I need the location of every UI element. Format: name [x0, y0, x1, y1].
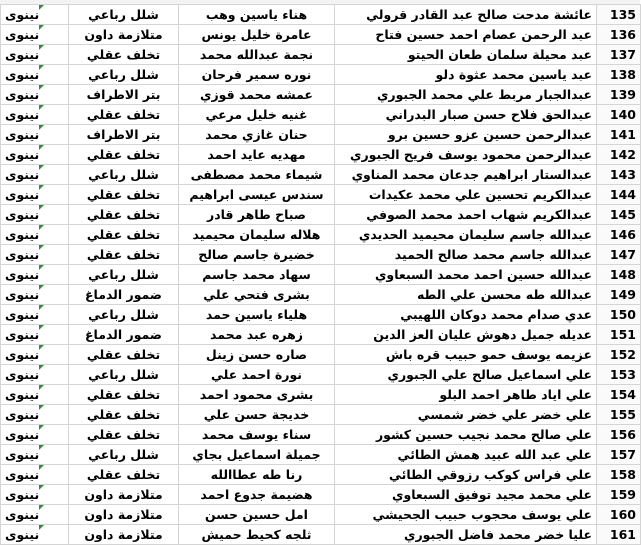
- cell-row-number[interactable]: 148: [597, 265, 641, 285]
- cell-name[interactable]: عديله جميل دهوش عليان العز الدين: [335, 325, 597, 345]
- cell-row-number[interactable]: 150: [597, 305, 641, 325]
- cell-disability[interactable]: تخلف عقلي: [69, 425, 179, 445]
- cell-row-number[interactable]: 139: [597, 85, 641, 105]
- cell-disability[interactable]: شلل رباعي: [69, 445, 179, 465]
- cell-name[interactable]: علي اسماعيل صالح علي الجبوري: [335, 365, 597, 385]
- cell-guardian[interactable]: امل حسين حسن: [179, 505, 335, 525]
- data-table: [0, 4, 641, 545]
- cell-governorate[interactable]: نينوى: [1, 305, 69, 325]
- table-row[interactable]: [1, 25, 641, 45]
- cell-name[interactable]: علي محمد مجيد توفيق السبعاوي: [335, 485, 597, 505]
- cell-name[interactable]: عبدالكريم شهاب احمد محمد الصوفي: [335, 205, 597, 225]
- cell-row-number[interactable]: 143: [597, 165, 641, 185]
- cell-name[interactable]: عبدالله حسين احمد محمد السبعاوي: [335, 265, 597, 285]
- cell-disability[interactable]: تخلف عقلي: [69, 345, 179, 365]
- table-row[interactable]: [1, 385, 641, 405]
- cell-row-number[interactable]: 149: [597, 285, 641, 305]
- cell-governorate[interactable]: نينوى: [1, 125, 69, 145]
- cell-disability[interactable]: متلازمة داون: [69, 25, 179, 45]
- table-row[interactable]: [1, 5, 641, 25]
- cell-name[interactable]: عبدالله جاسم سليمان محيميد الحديدي: [335, 225, 597, 245]
- table-row[interactable]: [1, 145, 641, 165]
- cell-name[interactable]: علي صالح محمد نجيب حسين كشور: [335, 425, 597, 445]
- cell-guardian[interactable]: هلياء ياسين حمد: [179, 305, 335, 325]
- cell-disability[interactable]: تخلف عقلي: [69, 405, 179, 425]
- error-indicator-icon: [39, 425, 44, 430]
- cell-name[interactable]: علي فراس كوكب رزوقي الطائي: [335, 465, 597, 485]
- error-indicator-icon: [39, 305, 44, 310]
- cell-guardian[interactable]: نوره سمير فرحان: [179, 65, 335, 85]
- cell-row-number[interactable]: 135: [597, 5, 641, 25]
- cell-row-number[interactable]: 161: [597, 525, 641, 545]
- cell-guardian[interactable]: غنيه خليل مرعي: [179, 105, 335, 125]
- cell-disability[interactable]: شلل رباعي: [69, 265, 179, 285]
- table-row[interactable]: [1, 345, 641, 365]
- cell-name[interactable]: علي خضر علي خضر شمسي: [335, 405, 597, 425]
- cell-governorate[interactable]: نينوى: [1, 325, 69, 345]
- cell-governorate[interactable]: نينوى: [1, 145, 69, 165]
- cell-disability[interactable]: تخلف عقلي: [69, 465, 179, 485]
- cell-governorate[interactable]: نينوى: [1, 25, 69, 45]
- error-indicator-icon: [39, 205, 44, 210]
- cell-governorate[interactable]: نينوى: [1, 345, 69, 365]
- table-row[interactable]: [1, 505, 641, 525]
- cell-guardian[interactable]: ثلجه كحيط حميش: [179, 525, 335, 545]
- cell-name[interactable]: عبد ياسين محمد عثوة دلو: [335, 65, 597, 85]
- cell-guardian[interactable]: صاره حسن زينل: [179, 345, 335, 365]
- table-row[interactable]: [1, 485, 641, 505]
- cell-guardian[interactable]: نورة احمد علي: [179, 365, 335, 385]
- table-row[interactable]: [1, 265, 641, 285]
- table-row[interactable]: [1, 285, 641, 305]
- cell-governorate[interactable]: نينوى: [1, 85, 69, 105]
- cell-row-number[interactable]: 144: [597, 185, 641, 205]
- error-indicator-icon: [39, 505, 44, 510]
- table-body: [1, 5, 641, 545]
- error-indicator-icon: [39, 485, 44, 490]
- table-row[interactable]: [1, 465, 641, 485]
- cell-guardian[interactable]: سناء يوسف محمد: [179, 425, 335, 445]
- cell-governorate[interactable]: نينوى: [1, 525, 69, 545]
- cell-name[interactable]: علي عبد الله عبيد همش الطائي: [335, 445, 597, 465]
- cell-row-number[interactable]: 153: [597, 365, 641, 385]
- error-indicator-icon: [39, 245, 44, 250]
- cell-name[interactable]: علي اياد طاهر احمد البلو: [335, 385, 597, 405]
- cell-disability[interactable]: تخلف عقلي: [69, 225, 179, 245]
- cell-name[interactable]: عبدالله جاسم محمد صالح الحميد: [335, 245, 597, 265]
- cell-guardian[interactable]: خديجة حسن علي: [179, 405, 335, 425]
- table-row[interactable]: [1, 425, 641, 445]
- cell-row-number[interactable]: 156: [597, 425, 641, 445]
- table-row[interactable]: [1, 165, 641, 185]
- table-row[interactable]: [1, 405, 641, 425]
- table-row[interactable]: [1, 45, 641, 65]
- cell-disability[interactable]: تخلف عقلي: [69, 385, 179, 405]
- cell-name[interactable]: عبد الرحمن عصام احمد حسين فتاح: [335, 25, 597, 45]
- table-row[interactable]: [1, 65, 641, 85]
- table-row[interactable]: [1, 525, 641, 545]
- cell-row-number[interactable]: 151: [597, 325, 641, 345]
- cell-row-number[interactable]: 142: [597, 145, 641, 165]
- error-indicator-icon: [39, 45, 44, 50]
- cell-guardian[interactable]: عمشه محمد قوزي: [179, 85, 335, 105]
- cell-guardian[interactable]: زهره عبد محمد: [179, 325, 335, 345]
- cell-guardian[interactable]: نجمة عبدالله محمد: [179, 45, 335, 65]
- cell-governorate[interactable]: نينوى: [1, 505, 69, 525]
- cell-name[interactable]: عبدالكريم تحسين علي محمد عكيدات: [335, 185, 597, 205]
- cell-governorate[interactable]: نينوى: [1, 205, 69, 225]
- error-indicator-icon: [39, 25, 44, 30]
- error-indicator-icon: [39, 465, 44, 470]
- cell-guardian[interactable]: حنان غازي محمد: [179, 125, 335, 145]
- cell-row-number[interactable]: 158: [597, 465, 641, 485]
- cell-name[interactable]: عائشة مدحت صالح عبد القادر قرولي: [335, 5, 597, 25]
- cell-name[interactable]: عزيمه يوسف حمو حبيب قره باش: [335, 345, 597, 365]
- error-indicator-icon: [39, 265, 44, 270]
- table-row[interactable]: [1, 125, 641, 145]
- cell-name[interactable]: عبدالله طه محسن علي الطه: [335, 285, 597, 305]
- cell-disability[interactable]: شلل رباعي: [69, 5, 179, 25]
- cell-guardian[interactable]: رنا طه عطاالله: [179, 465, 335, 485]
- cell-disability[interactable]: تخلف عقلي: [69, 145, 179, 165]
- cell-disability[interactable]: بتر الاطراف: [69, 85, 179, 105]
- cell-disability[interactable]: شلل رباعي: [69, 365, 179, 385]
- cell-guardian[interactable]: مهديه عايد احمد: [179, 145, 335, 165]
- error-indicator-icon: [39, 285, 44, 290]
- cell-disability[interactable]: تخلف عقلي: [69, 205, 179, 225]
- cell-governorate[interactable]: نينوى: [1, 245, 69, 265]
- error-indicator-icon: [39, 85, 44, 90]
- cell-governorate[interactable]: نينوى: [1, 385, 69, 405]
- cell-name[interactable]: عبدالجبار مربط علي محمد الجبوري: [335, 85, 597, 105]
- error-indicator-icon: [39, 385, 44, 390]
- cell-disability[interactable]: بتر الاطراف: [69, 125, 179, 145]
- cell-guardian[interactable]: صباح طاهر قادر: [179, 205, 335, 225]
- error-indicator-icon: [39, 65, 44, 70]
- table-row[interactable]: [1, 205, 641, 225]
- cell-guardian[interactable]: هضيمة جدوع احمد: [179, 485, 335, 505]
- table-row[interactable]: [1, 325, 641, 345]
- cell-row-number[interactable]: 147: [597, 245, 641, 265]
- cell-guardian[interactable]: سندس عيسى ابراهيم: [179, 185, 335, 205]
- error-indicator-icon: [39, 145, 44, 150]
- cell-row-number[interactable]: 141: [597, 125, 641, 145]
- cell-guardian[interactable]: خضيرة جاسم صالح: [179, 245, 335, 265]
- error-indicator-icon: [39, 405, 44, 410]
- cell-governorate[interactable]: نينوى: [1, 225, 69, 245]
- error-indicator-icon: [39, 525, 44, 530]
- cell-row-number[interactable]: 154: [597, 385, 641, 405]
- table-row[interactable]: [1, 225, 641, 245]
- cell-governorate[interactable]: نينوى: [1, 365, 69, 385]
- cell-row-number[interactable]: 160: [597, 505, 641, 525]
- table-row[interactable]: [1, 185, 641, 205]
- error-indicator-icon: [39, 345, 44, 350]
- cell-name[interactable]: عبد محيلة سلمان طعان الحيتو: [335, 45, 597, 65]
- cell-guardian[interactable]: هناء ياسين وهب: [179, 5, 335, 25]
- cell-disability[interactable]: متلازمة داون: [69, 485, 179, 505]
- cell-guardian[interactable]: بشرى محمود احمد: [179, 385, 335, 405]
- cell-governorate[interactable]: نينوى: [1, 445, 69, 465]
- error-indicator-icon: [39, 225, 44, 230]
- cell-disability[interactable]: متلازمة داون: [69, 505, 179, 525]
- cell-disability[interactable]: تخلف عقلي: [69, 105, 179, 125]
- table-row[interactable]: [1, 305, 641, 325]
- table-row[interactable]: [1, 105, 641, 125]
- cell-name[interactable]: عبدالرحمن حسين عزو حسين برو: [335, 125, 597, 145]
- error-indicator-icon: [39, 325, 44, 330]
- cell-row-number[interactable]: 138: [597, 65, 641, 85]
- cell-disability[interactable]: متلازمة داون: [69, 525, 179, 545]
- cell-row-number[interactable]: 159: [597, 485, 641, 505]
- cell-row-number[interactable]: 145: [597, 205, 641, 225]
- cell-row-number[interactable]: 137: [597, 45, 641, 65]
- cell-name[interactable]: عبدالرحمن محمود يوسف فريح الجبوري: [335, 145, 597, 165]
- cell-disability[interactable]: شلل رباعي: [69, 305, 179, 325]
- table-row[interactable]: [1, 445, 641, 465]
- cell-guardian[interactable]: شيماء محمد مصطفى: [179, 165, 335, 185]
- cell-row-number[interactable]: 146: [597, 225, 641, 245]
- cell-governorate[interactable]: نينوى: [1, 405, 69, 425]
- cell-disability[interactable]: تخلف عقلي: [69, 245, 179, 265]
- cell-name[interactable]: عدي صدام محمد دوكان اللهيبي: [335, 305, 597, 325]
- cell-guardian[interactable]: جميلة اسماعيل بجاي: [179, 445, 335, 465]
- cell-row-number[interactable]: 155: [597, 405, 641, 425]
- cell-guardian[interactable]: سهاد محمد جاسم: [179, 265, 335, 285]
- error-indicator-icon: [39, 105, 44, 110]
- cell-guardian[interactable]: عامرة خليل يونس: [179, 25, 335, 45]
- cell-governorate[interactable]: نينوى: [1, 165, 69, 185]
- cell-row-number[interactable]: 157: [597, 445, 641, 465]
- error-indicator-icon: [39, 445, 44, 450]
- cell-disability[interactable]: تخلف عقلي: [69, 185, 179, 205]
- cell-disability[interactable]: شلل رباعي: [69, 65, 179, 85]
- cell-name[interactable]: عبدالستار ابراهيم جدعان محمد المناوي: [335, 165, 597, 185]
- error-indicator-icon: [39, 185, 44, 190]
- cell-governorate[interactable]: نينوى: [1, 65, 69, 85]
- cell-governorate[interactable]: نينوى: [1, 265, 69, 285]
- cell-governorate[interactable]: نينوى: [1, 105, 69, 125]
- error-indicator-icon: [39, 125, 44, 130]
- table-row[interactable]: [1, 245, 641, 265]
- error-indicator-icon: [39, 365, 44, 370]
- cell-governorate[interactable]: نينوى: [1, 45, 69, 65]
- cell-name[interactable]: علي يوسف محجوب حبيب الجحيشي: [335, 505, 597, 525]
- cell-guardian[interactable]: بشرى فتحي علي: [179, 285, 335, 305]
- cell-disability[interactable]: شلل رباعي: [69, 165, 179, 185]
- cell-governorate[interactable]: نينوى: [1, 185, 69, 205]
- cell-governorate[interactable]: نينوى: [1, 5, 69, 25]
- cell-governorate[interactable]: نينوى: [1, 465, 69, 485]
- table-row[interactable]: [1, 365, 641, 385]
- cell-governorate[interactable]: نينوى: [1, 425, 69, 445]
- cell-name[interactable]: عليا خضر محمد فاضل الجبوري: [335, 525, 597, 545]
- cell-guardian[interactable]: هلاله سليمان محيميد: [179, 225, 335, 245]
- cell-row-number[interactable]: 152: [597, 345, 641, 365]
- table-row[interactable]: [1, 85, 641, 105]
- cell-disability[interactable]: ضمور الدماغ: [69, 325, 179, 345]
- cell-disability[interactable]: تخلف عقلي: [69, 45, 179, 65]
- cell-governorate[interactable]: نينوى: [1, 285, 69, 305]
- cell-row-number[interactable]: 136: [597, 25, 641, 45]
- error-indicator-icon: [39, 5, 44, 10]
- cell-disability[interactable]: ضمور الدماغ: [69, 285, 179, 305]
- cell-governorate[interactable]: نينوى: [1, 485, 69, 505]
- cell-name[interactable]: عبدالحق فلاح حسن صبار البدراني: [335, 105, 597, 125]
- error-indicator-icon: [39, 165, 44, 170]
- cell-row-number[interactable]: 140: [597, 105, 641, 125]
